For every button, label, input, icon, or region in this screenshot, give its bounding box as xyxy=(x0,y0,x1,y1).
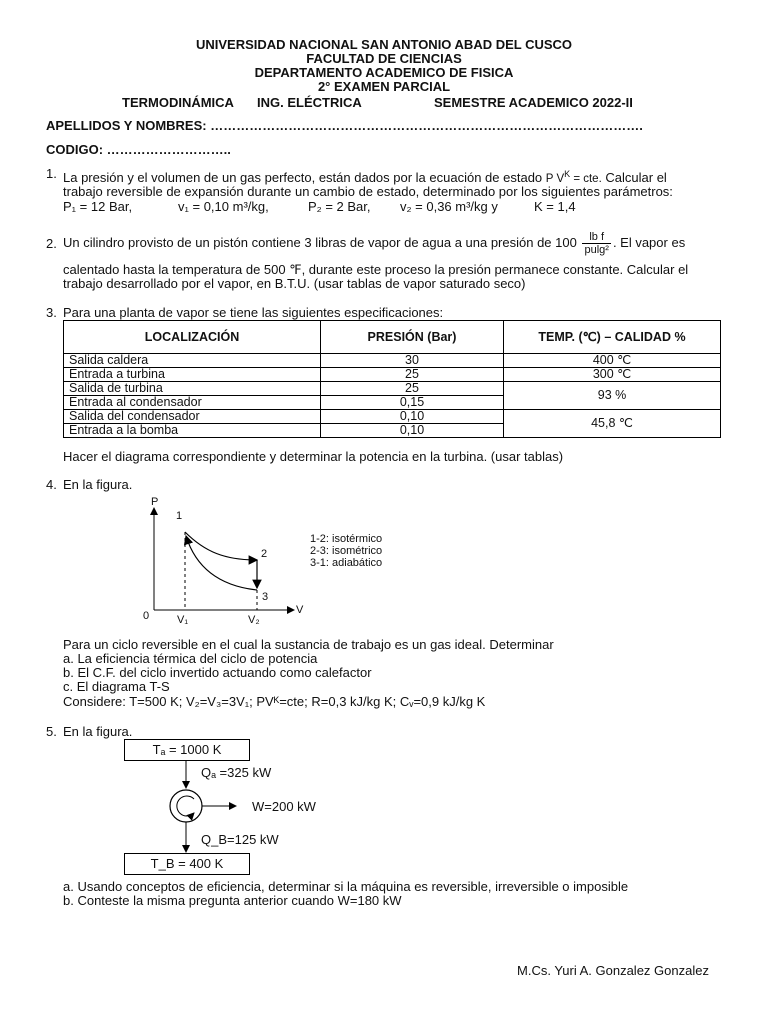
q1-text-b: Calcular el xyxy=(605,169,667,185)
process-legend xyxy=(310,533,382,569)
q5-intro: En la figura. xyxy=(63,724,133,739)
student-name-field: APELLIDOS Y NOMBRES: ………………………………………………………………………………………. xyxy=(46,118,643,133)
q4-considerations: Considere: T=500 K; V₂=V₃=3V₁; PVᴷ=cte; R=0,3 kJ/kg K; Cᵥ=0,9 kJ/kg K xyxy=(63,694,486,709)
q4-item-b: b. El C.F. del ciclo invertido actuando como calefactor xyxy=(63,665,372,680)
q1-text-a: La presión y el volumen de un gas perfecto, están dados por la ecuación de estado xyxy=(63,169,543,185)
pv-diagram xyxy=(130,494,320,629)
department-title: DEPARTAMENTO ACADEMICO DE FISICA xyxy=(254,65,514,80)
legend-item: 3-1: adiabático xyxy=(310,557,383,569)
cell-temp: 300 ℃ xyxy=(504,368,721,382)
cell-location: Salida caldera xyxy=(64,354,321,368)
cell-pressure: 25 xyxy=(321,382,504,396)
q3-number: 3. xyxy=(46,305,57,320)
cell-pressure: 25 xyxy=(321,368,504,382)
university-title: UNIVERSIDAD NACIONAL SAN ANTONIO ABAD DEL CUSCO xyxy=(195,37,573,52)
cold-reservoir-box: T_B = 400 K xyxy=(124,853,250,875)
author-signature: M.Cs. Yuri A. Gonzalez Gonzalez xyxy=(517,963,709,978)
q5-item-a: a. Usando conceptos de eficiencia, determinar si la máquina es reversible, irreversible o imposible xyxy=(63,879,629,894)
q2-line2: calentado hasta la temperatura de 500 ℉, durante este proceso la presión permanece constante. Calcular el xyxy=(63,262,689,277)
q1-p1: P₁ = 12 Bar, xyxy=(63,199,133,214)
point-1-label: 1 xyxy=(176,510,183,522)
q3-instruction: Hacer el diagrama correspondiente y determinar la potencia en la turbina. (usar tablas) xyxy=(63,449,564,464)
cell-location: Salida del condensador xyxy=(64,410,321,424)
q4-statement: Para un ciclo reversible en el cual la sustancia de trabajo es un gas ideal. Determinar xyxy=(63,637,554,652)
q2-line1 xyxy=(63,228,685,258)
v1-label: V₁ xyxy=(177,614,189,626)
cell-temp: 45,8 ℃ xyxy=(504,410,721,438)
hot-reservoir-box: Tₐ = 1000 K xyxy=(124,739,250,761)
q1-v1: v₁ = 0,10 m³/kg, xyxy=(178,199,269,214)
student-code-field: CODIGO: ……………………….. xyxy=(46,142,231,157)
col-location: LOCALIZACIÓN xyxy=(64,321,321,354)
work-label: W=200 kW xyxy=(252,799,316,814)
q2-line3: trabajo desarrollado por el vapor, en B.T.U. (usar tablas de vapor saturado seco) xyxy=(63,276,526,291)
point-2-label: 2 xyxy=(261,548,268,560)
col-pressure: PRESIÓN (Bar) xyxy=(321,321,504,354)
v2-label: V₂ xyxy=(248,614,260,626)
engine-circle xyxy=(170,790,202,822)
q4-number: 4. xyxy=(46,477,57,492)
cell-temp: 93 % xyxy=(504,382,721,410)
q2-pressure-unit: $\frac{\text{lb f}}{\text{pulg²}}$ xyxy=(584,231,609,257)
q4-intro: En la figura. xyxy=(63,477,133,492)
col-temperature: TEMP. (℃) – CALIDAD % xyxy=(504,321,721,354)
p-axis-label: P xyxy=(151,496,159,508)
heat-out-label: Q_B=125 kW xyxy=(201,832,279,847)
q2-text-a: Un cilindro provisto de un pistón contiene 3 libras de vapor de agua a una presión de 100 xyxy=(63,235,577,250)
q4-item-c: c. El diagrama T-S xyxy=(63,679,170,694)
cell-location: Entrada al condensador xyxy=(64,396,321,410)
q4-item-a: a. La eficiencia térmica del ciclo de potencia xyxy=(63,651,318,666)
semester-name: SEMESTRE ACADEMICO 2022-II xyxy=(434,95,633,110)
cell-pressure: 0,15 xyxy=(321,396,504,410)
q1-k: K = 1,4 xyxy=(534,199,576,214)
course-name: TERMODINÁMICA xyxy=(122,95,234,110)
table-row xyxy=(64,382,721,396)
q1-number: 1. xyxy=(46,166,57,181)
table-header-row xyxy=(64,321,721,354)
q5-number: 5. xyxy=(46,724,57,739)
v-axis-label: V xyxy=(296,604,304,616)
legend-item: 2-3: isométrico xyxy=(310,545,383,557)
adiabatic-curve xyxy=(186,536,257,590)
q1-p2: P₂ = 2 Bar, xyxy=(308,199,371,214)
steam-plant-table xyxy=(63,320,721,438)
cell-location: Entrada a turbina xyxy=(64,368,321,382)
q2-number: 2. xyxy=(46,236,57,251)
exam-title: 2° EXAMEN PARCIAL xyxy=(317,79,451,94)
cell-location: Entrada a la bomba xyxy=(64,424,321,438)
table-row xyxy=(64,354,721,368)
q3-intro: Para una planta de vapor se tiene las siguientes especificaciones: xyxy=(63,305,444,320)
q1-v2: v₂ = 0,36 m³/kg y xyxy=(400,199,498,214)
q1-equation: P $V^K$ = cte. xyxy=(545,169,602,185)
cycle-icon xyxy=(177,796,194,816)
cell-pressure: 0,10 xyxy=(321,410,504,424)
isothermal-curve xyxy=(185,532,257,560)
point-3-label: 3 xyxy=(262,591,269,603)
origin-label: 0 xyxy=(143,610,150,622)
q1-line2: trabajo reversible de expansión durante un cambio de estado, determinado por los siguientes parámetros: xyxy=(63,184,673,199)
faculty-title: FACULTAD DE CIENCIAS xyxy=(306,51,462,66)
legend-item: 1-2: isotérmico xyxy=(310,533,383,545)
cell-temp: 400 ℃ xyxy=(504,354,721,368)
heat-in-label: Qₐ =325 kW xyxy=(201,765,272,780)
table-row xyxy=(64,368,721,382)
cell-pressure: 30 xyxy=(321,354,504,368)
q5-item-b: b. Conteste la misma pregunta anterior cuando W=180 kW xyxy=(63,893,402,908)
program-name: ING. ELÉCTRICA xyxy=(257,95,362,110)
cell-location: Salida de turbina xyxy=(64,382,321,396)
cell-pressure: 0,10 xyxy=(321,424,504,438)
q2-text-b: . El vapor es xyxy=(612,235,686,250)
table-row xyxy=(64,410,721,424)
